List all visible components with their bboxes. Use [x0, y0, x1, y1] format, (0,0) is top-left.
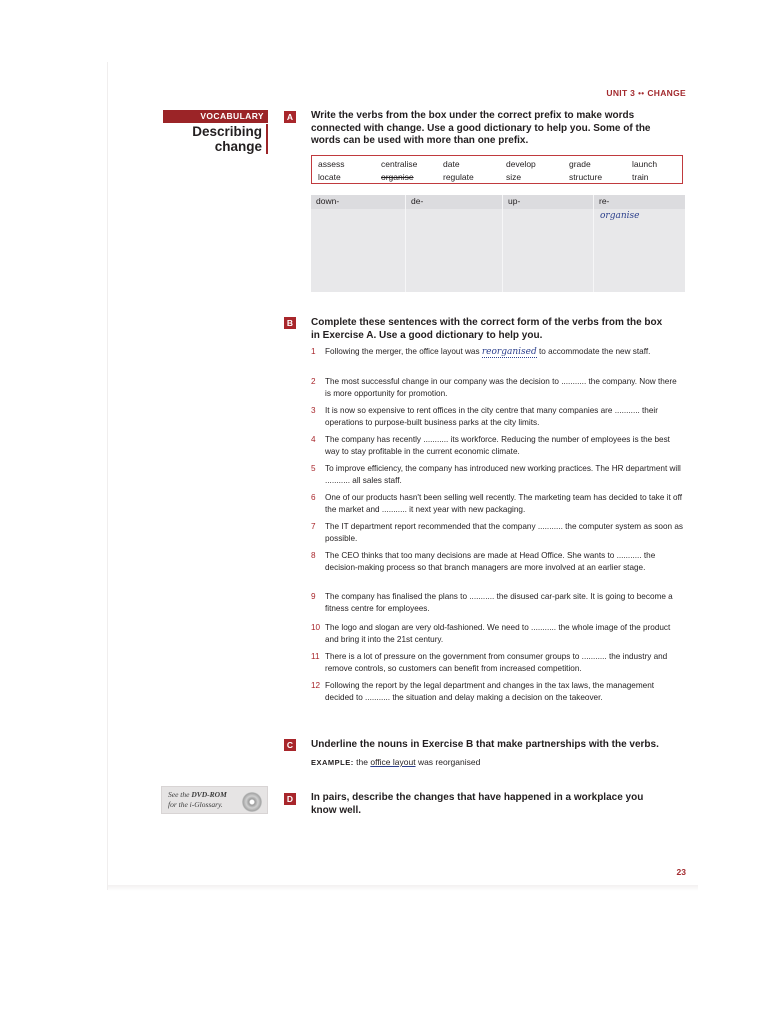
sentence-1-end: to accommodate the new staff.	[539, 347, 651, 356]
running-head-section: CHANGE	[647, 88, 686, 98]
example-start: the	[356, 757, 368, 767]
word-structure: structure	[569, 172, 603, 182]
running-head-unit: UNIT 3	[606, 88, 636, 98]
word-organise-crossed: organise	[381, 172, 414, 182]
sentence-8	[311, 550, 683, 573]
sentence-text: The company has finalised the plans to ........... the disused car-park site. It is going to become a fitness centre for employees.	[325, 592, 673, 613]
dvd-note-bold: DVD-ROM	[191, 790, 227, 799]
exercise-a-badge: A	[284, 111, 296, 123]
word-grade: grade	[569, 159, 591, 169]
sentence-6	[311, 492, 683, 515]
sentence-1-answer: reorganised	[481, 347, 537, 357]
running-head	[600, 88, 686, 98]
vocabulary-tag-label: VOCABULARY	[200, 111, 264, 121]
exercise-b-badge: B	[284, 317, 296, 329]
sentence-2	[311, 376, 683, 399]
example-label: EXAMPLE:	[311, 758, 354, 767]
sentence-number: 7	[311, 522, 316, 531]
sentence-text: The most successful change in our company was the decision to ........... the company. Now there is more opportunity for promotion.	[325, 377, 677, 398]
sentence-9	[311, 591, 683, 614]
sentence-text: To improve efficiency, the company has introduced new working practices. The HR department will ........... all sales staff.	[325, 464, 681, 485]
word-date: date	[443, 159, 460, 169]
sentence-number: 5	[311, 464, 316, 473]
word-develop: develop	[506, 159, 536, 169]
dvd-rom-note-text	[168, 790, 240, 810]
sentence-number: 12	[311, 681, 321, 690]
dvd-note-pre: See the	[168, 790, 190, 799]
sentence-number: 11	[311, 652, 320, 661]
prefix-column-re[interactable]	[594, 195, 685, 292]
sentence-number: 6	[311, 493, 316, 502]
sentence-number: 8	[311, 551, 316, 560]
exercise-c-instruction: Underline the nouns in Exercise B that make partnerships with the verbs.	[311, 739, 659, 750]
sentence-number: 2	[311, 377, 316, 386]
sentence-number: 10	[311, 623, 321, 632]
prefix-column-up[interactable]	[503, 195, 594, 292]
vocabulary-tag	[163, 110, 268, 123]
section-heading	[170, 124, 262, 154]
word-train: train	[632, 172, 649, 182]
prefix-header-up: up-	[503, 195, 593, 209]
prefix-table	[311, 195, 685, 292]
exercise-a-line1: Write the verbs from the box under the correct prefix to make words	[311, 110, 635, 121]
exercise-d-line2: know well.	[311, 804, 362, 816]
sentence-text: The IT department report recommended that the company ........... the computer system as soon as possible.	[325, 522, 683, 543]
word-box	[311, 155, 683, 184]
running-head-arrow: ••	[638, 89, 645, 98]
exercise-a-line3: words can be used with more than one prefix.	[311, 135, 529, 146]
sentence-11	[311, 651, 683, 674]
word-regulate: regulate	[443, 172, 474, 182]
sentence-text: One of our products hasn't been selling well recently. The marketing team has decided to take it off the market and ........... it next year with new packaging.	[325, 493, 683, 514]
prefix-entry-organise: organise	[600, 211, 640, 221]
sentence-1	[311, 346, 683, 359]
sentence-4	[311, 434, 683, 457]
dvd-note-line2: for the i-Glossary.	[168, 800, 223, 809]
sentence-7	[311, 521, 683, 544]
prefix-column-down[interactable]	[311, 195, 406, 292]
word-centralise: centralise	[381, 159, 418, 169]
sentence-5	[311, 463, 683, 486]
exercise-a-line2: connected with change. Use a good dictionary to help you. Some of the	[311, 122, 651, 134]
word-assess: assess	[318, 159, 345, 169]
example-underlined-noun: office layout	[370, 757, 416, 767]
sentence-text: The company has recently ........... its workforce. Reducing the number of employees is the best way to stay profitable in the current economic climate.	[325, 435, 670, 456]
word-locate: locate	[318, 172, 341, 182]
page-edge-shadow	[108, 885, 698, 891]
sentence-text: The CEO thinks that too many decisions are made at Head Office. She wants to ........... the decision-making process so that branch managers are more involved at an earlier stage.	[325, 551, 656, 572]
prefix-header-re: re-	[594, 195, 685, 209]
page-number: 23	[676, 867, 686, 877]
sentence-text: Following the report by the legal department and changes in the tax laws, the management decided to ........... the situation and delay making a decision on the takeover.	[325, 681, 655, 702]
word-launch: launch	[632, 159, 658, 169]
example-end: was reorganised	[417, 757, 481, 767]
word-size: size	[506, 172, 522, 182]
section-heading-line2: change	[214, 139, 262, 154]
sentence-10	[311, 622, 683, 645]
section-heading-line1: Describing	[192, 124, 262, 139]
sentence-number: 9	[311, 592, 316, 601]
sentence-text: It is now so expensive to rent offices in the city centre that many companies are ........... their operations to purpose-built business parks at the city limits.	[325, 406, 658, 427]
exercise-b-line1: Complete these sentences with the correct form of the verbs from the box	[311, 317, 663, 328]
prefix-column-de[interactable]	[406, 195, 503, 292]
sentence-1-start: Following the merger, the office layout was	[325, 347, 480, 356]
exercise-c-example	[311, 757, 480, 767]
prefix-header-down: down-	[311, 195, 405, 209]
exercise-d-instruction	[311, 792, 691, 817]
sentence-text: The logo and slogan are very old-fashioned. We need to ........... the whole image of the product and bring it into the 21st century.	[325, 623, 671, 644]
exercise-b-line2: in Exercise A. Use a good dictionary to help you.	[311, 329, 543, 341]
exercise-a-instruction	[311, 110, 691, 148]
sentence-number: 1	[311, 347, 316, 356]
sentence-number: 4	[311, 435, 316, 444]
exercise-b-instruction	[311, 317, 691, 342]
sentence-number: 3	[311, 406, 316, 415]
sentence-12	[311, 680, 683, 703]
section-heading-rule	[266, 124, 268, 154]
exercise-d-line1: In pairs, describe the changes that have happened in a workplace you	[311, 792, 644, 803]
exercise-c-badge: C	[284, 739, 296, 751]
dvd-disc-icon	[242, 792, 262, 812]
exercise-d-badge: D	[284, 793, 296, 805]
sentence-3	[311, 405, 683, 428]
prefix-header-de: de-	[406, 195, 502, 209]
sentence-text: There is a lot of pressure on the government from consumer groups to ........... the industry and remove controls, so customers can benefit from increased competition.	[325, 652, 668, 673]
